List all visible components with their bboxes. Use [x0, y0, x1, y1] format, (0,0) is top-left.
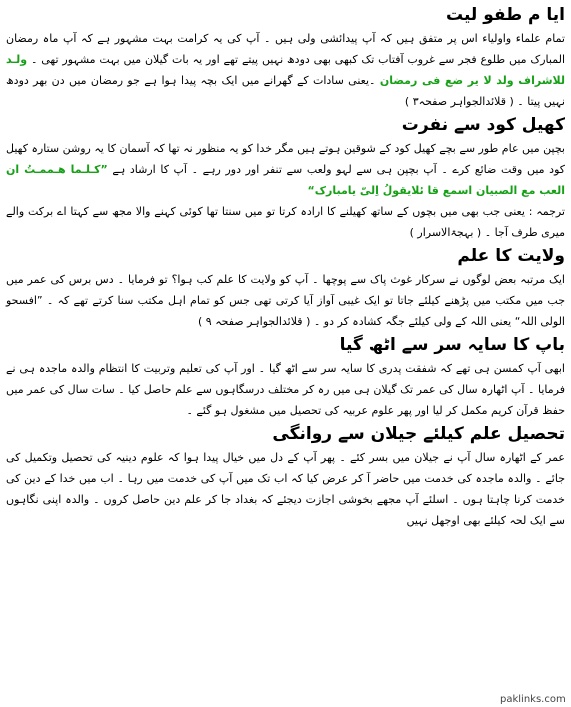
arabic-quote: ”کـلـما هـممـتُ ان العب مع الصبيان اسمع قا ئلايقولُ اِلیّ یامبارک“ [6, 163, 565, 197]
section-body [6, 138, 565, 201]
section-body [6, 358, 565, 421]
section-heading: کھیل کود سے نفرت [401, 115, 565, 135]
section-heading: ایا م طفو لیت [445, 5, 565, 25]
body-text: ابھی آپ کمسن ہی تھے کہ شفقت پدری کا سایہ سر سے اٹھ گیا ۔ اور آپ کی تعلیم وتربیت کا انتظام والدہ ماجدہ ہی نے فرمایا ۔ آپ اٹھارہ سال کی عمر تک گیلان ہی میں رہ کر مختلف درسگاہوں سے علم حاصل کیا ۔ سات سال کی عمر میں حفظ قرآن کریم مکمل کر لیا اور پھر علوم عربیہ کی تحصیل میں مشغول ہو گئے ۔ [6, 362, 565, 417]
section-aversion-to-play [6, 114, 565, 243]
section-body [6, 28, 565, 112]
reference-citation: ( قلائدالجواہر صفحہ۳ ) [404, 95, 514, 108]
arabic-quote: ”افسحو الولی اللہ“ [6, 294, 565, 328]
section-heading: ولایت کا علم [457, 246, 565, 266]
section-heading: باپ کا سایہ سر سے اٹھ گیا [339, 335, 565, 355]
body-text: تمام علماء واولیاء اس پر متفق ہیں کہ آپ پیدائشی ولی ہیں ۔ آپ کی یہ کرامت بہت مشہور ہے کہ آپ ماہ رمضان المبارک میں طلوع فجر سے غروب آفتاب تک کبھی بھی دودھ نہیں پیتے تھے اور یہ بات گیلان میں بہت مشہور تھی ۔ [6, 32, 565, 66]
section-knowledge-of-sainthood [6, 245, 565, 332]
arabic-quote: ولـد للاشراف ولد لا یر ضع فی رمضان [6, 53, 565, 87]
reference-citation: ( قلائدالجواہر صفحہ ۹ ) [197, 315, 311, 328]
translation-paragraph [6, 201, 565, 243]
section-father-passing [6, 334, 565, 421]
section-body [6, 447, 565, 531]
body-text-continued: یعنی اللہ کے ولی کیلئے جگہ کشادہ کر دو ۔ [313, 315, 512, 328]
body-text: ایک مرتبہ بعض لوگوں نے سرکار غوث پاک سے پوچھا ۔ آپ کو ولایت کا علم کب ہوا؟ تو فرمایا ۔ دس برس کی عمر میں جب میں مکتب میں پڑھنے کیلئے جاتا تو ایک غیبی آواز آیا کرتی تھی جس کو تمام اہل مکتب سنا کرتے تھے کہ ۔ [6, 273, 565, 307]
body-text: عمر کے اٹھارہ سال آپ نے جیلان میں بسر کئے ۔ پھر آپ کے دل میں خیال پیدا ہوا کہ علوم دینیہ کی تحصیل وتکمیل کی جائے ۔ والدہ ماجدہ کی خدمت میں حاضر آ کر عرض کیا کہ اب تک میں آپ کی خدمت میں رہا ۔ اب میں خدا کے دین کی خدمت کرنا چاہتا ہوں ۔ اسلئے آپ مجھے بخوشی اجازت دیجئے کہ بغداد جا کر علم دین حاصل کروں ۔ والدہ اپنی نگاہوں سے ایک لحہ کیلئے بھی اوجھل نہیں [6, 451, 565, 527]
body-text: بچپن میں عام طور سے بچے کھیل کود کے شوقین ہوتے ہیں مگر خدا کو یہ منظور نہ تھا کہ آسمان کا یہ روشن ستارہ کھیل کود میں وقت ضائع کرے ۔ آپ بچپن ہی سے لہو ولعب سے تنفر اور دور رہے ۔ آپ کا ارشاد ہے [6, 142, 565, 176]
section-heading: تحصیل علم کیلئے جیلان سے روانگی [272, 424, 565, 444]
body-text-continued: ۔یعنی سادات کے گھرانے میں ایک بچہ پیدا ہوا ہے جو رمضان میں دن بھر دودھ نہیں پیتا ۔ [6, 74, 565, 108]
section-departure-for-knowledge [6, 423, 565, 531]
site-watermark: paklinks.com [500, 694, 566, 705]
reference-citation: ( بہجۃالاسرار ) [409, 226, 482, 239]
section-body [6, 269, 565, 332]
translation-text: ترجمہ : یعنی جب بھی میں بچوں کے ساتھ کھیلنے کا ارادہ کرتا تو میں سنتا تھا کوئی کہنے والا مجھ سے کہتا اے برکت والے میری طرف آجا ۔ [6, 205, 565, 239]
section-childhood [6, 4, 565, 112]
